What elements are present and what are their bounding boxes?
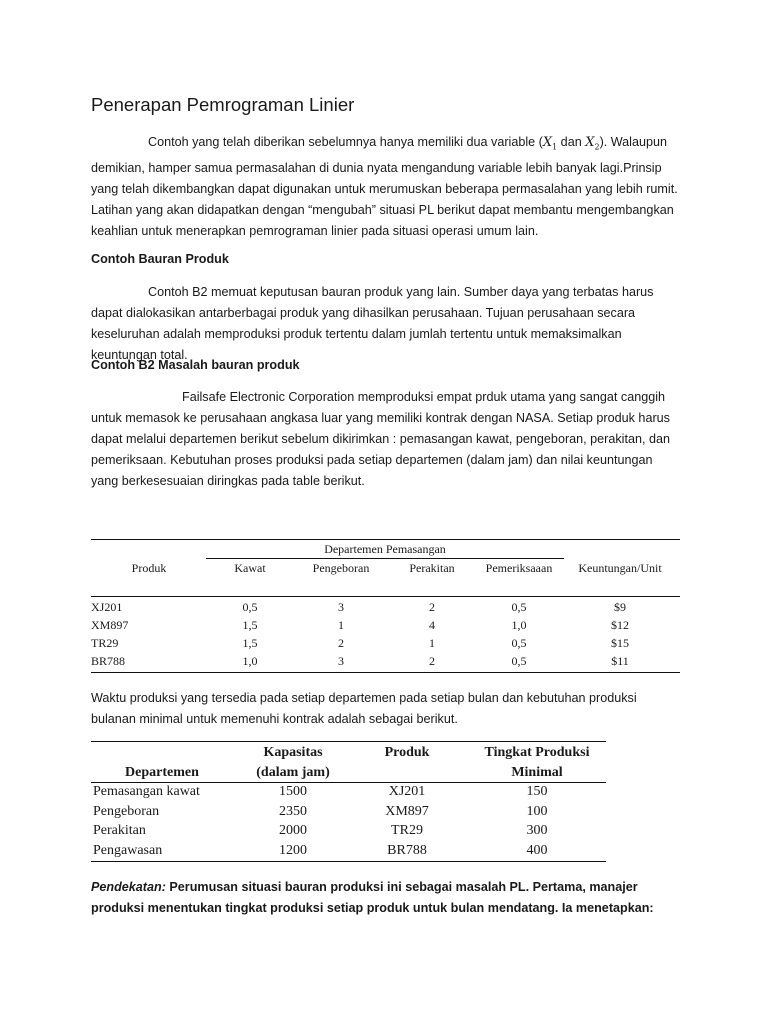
table-row: Pemasangan kawat — [93, 784, 200, 799]
table2-top-rule — [91, 741, 606, 742]
table2-header-minimal: Minimal — [511, 765, 563, 780]
intro-conj: dan — [557, 135, 586, 149]
section-heading-bauran: Contoh Bauran Produk — [91, 252, 229, 266]
variable-x1: $X_1$ — [542, 135, 558, 152]
example-paragraph: Failsafe Electronic Corporation memproduksi empat prduk utama yang sangat canggih untuk memasok ke perusahaan angkasa luar yang memiliki kontrak dengan NASA. Setiap produk harus dapat melalui departemen berikut sebelum dikirimkan : pemasangan kawat, pengeboran, perakitan, dan pemeriksaan. Kebutuhan proses produksi pada setiap departemen (dalam jam) dan nilai keuntungan yang berkesesuaian diringkas pada table berikut. — [91, 390, 670, 488]
table-cell: 2000 — [279, 823, 307, 838]
table-cell: 2 — [338, 636, 344, 650]
table-cell: 4 — [429, 618, 435, 632]
variable-x2: $X_2$ — [585, 135, 600, 152]
table1-header-pengeboran: Pengeboran — [312, 561, 370, 575]
table-row: Perakitan — [93, 823, 146, 838]
table-row: Pengawasan — [93, 843, 163, 858]
table-cell: 1,0 — [511, 618, 527, 632]
table-cell: $9 — [614, 600, 626, 614]
table-cell: 1 — [429, 636, 435, 650]
table-row: XM897 — [91, 618, 129, 632]
table-cell: XM897 — [385, 804, 429, 819]
table-cell: $11 — [611, 654, 629, 668]
table1-header-pemeriksaan: Pemeriksaaan — [485, 561, 553, 575]
table-cell: 1,5 — [242, 618, 258, 632]
table-cell: XJ201 — [388, 784, 426, 799]
table-cell: BR788 — [387, 843, 427, 858]
table1-bottom-rule — [91, 672, 680, 673]
table1-header-keuntungan: Keuntungan/Unit — [578, 561, 662, 575]
table1-header-produk: Produk — [131, 561, 167, 575]
table1-header-perakitan: Perakitan — [409, 561, 455, 575]
table2-header-kapasitas: Kapasitas — [263, 745, 323, 760]
availability-paragraph: Waktu produksi yang tersedia pada setiap departemen pada setiap bulan dan kebutuhan produksi bulanan minimal untuk memenuhi kontrak adalah sebagai berikut. — [91, 691, 637, 726]
table-cell: 400 — [526, 843, 548, 858]
table2-header-tingkat: Tingkat Produksi — [484, 745, 590, 760]
table-row: TR29 — [91, 636, 119, 650]
table1-group-rule — [206, 558, 564, 559]
table-cell: $15 — [611, 636, 629, 650]
table-row: XJ201 — [91, 600, 123, 614]
table2-header-departemen: Departemen — [125, 765, 199, 780]
table-cell: 1 — [338, 618, 344, 632]
page-title: Penerapan Pemrograman Linier — [91, 94, 355, 115]
table-cell: 150 — [526, 784, 548, 799]
table-cell: 0,5 — [511, 600, 527, 614]
intro-text-2: ). Walaupun demikian, hamper samua permasalahan di dunia nyata mengandung variable lebih banyak lagi.Prinsip yang telah dikembangkan dapat digunakan untuk merumuskan beberapa permasalahan yang lebih rumit. Latihan yang akan didapatkan dengan “mengubah” situasi PL berikut dapat membantu mengembangkan keahlian untuk menerapkan pemrograman linier pada situasi operasi umum lain. — [91, 135, 678, 238]
table-cell: 1,0 — [242, 654, 258, 668]
table-cell: 0,5 — [242, 600, 258, 614]
table-cell: 1500 — [279, 784, 307, 799]
table-cell: 300 — [526, 823, 548, 838]
table-cell: 0,5 — [511, 654, 527, 668]
table-cell: 1200 — [279, 843, 307, 858]
table-cell: 3 — [338, 654, 344, 668]
table2-header-produk: Produk — [384, 745, 430, 760]
table-cell: 2 — [429, 654, 435, 668]
table-cell: TR29 — [391, 823, 423, 838]
intro-paragraph — [91, 132, 680, 242]
approach-label: Pendekatan: — [91, 880, 166, 894]
table1-header-kawat: Kawat — [234, 561, 266, 575]
table-cell: 3 — [338, 600, 344, 614]
section-bauran-paragraph: Contoh B2 memuat keputusan bauran produk yang lain. Sumber daya yang terbatas harus dapat dialokasikan antarberbagai produk yang dihasilkan perusahaan. Tujuan perusahaan secara keseluruhan adalah memproduksi produk tertentu dalam jumlah tertentu untuk memaksimalkan keuntungan total. — [91, 285, 654, 362]
table-cell: 100 — [526, 804, 548, 819]
table-cell: 0,5 — [511, 636, 527, 650]
approach-paragraph — [91, 877, 680, 919]
approach-text: Perumusan situasi bauran produksi ini sebagai masalah PL. Pertama, manajer produksi menentukan tingkat produksi setiap produk untuk bulan mendatang. Ia menetapkan: — [91, 880, 654, 915]
table-cell: 2350 — [279, 804, 307, 819]
table1-header-rule — [91, 596, 680, 597]
table1-top-rule — [91, 539, 680, 540]
table1-group-header: Departemen Pemasangan — [324, 542, 446, 556]
table-row: Pengeboran — [93, 804, 160, 819]
table-cell: $12 — [611, 618, 629, 632]
table-cell: 1,5 — [242, 636, 258, 650]
example-heading: Contoh B2 Masalah bauran produk — [91, 358, 300, 372]
intro-text-1: Contoh yang telah diberikan sebelumnya hanya memiliki dua variable ( — [148, 135, 543, 149]
table2-header-dalam-jam: (dalam jam) — [256, 765, 330, 780]
table-row: BR788 — [91, 654, 126, 668]
table-cell: 2 — [429, 600, 435, 614]
table2-bottom-rule — [91, 861, 606, 862]
